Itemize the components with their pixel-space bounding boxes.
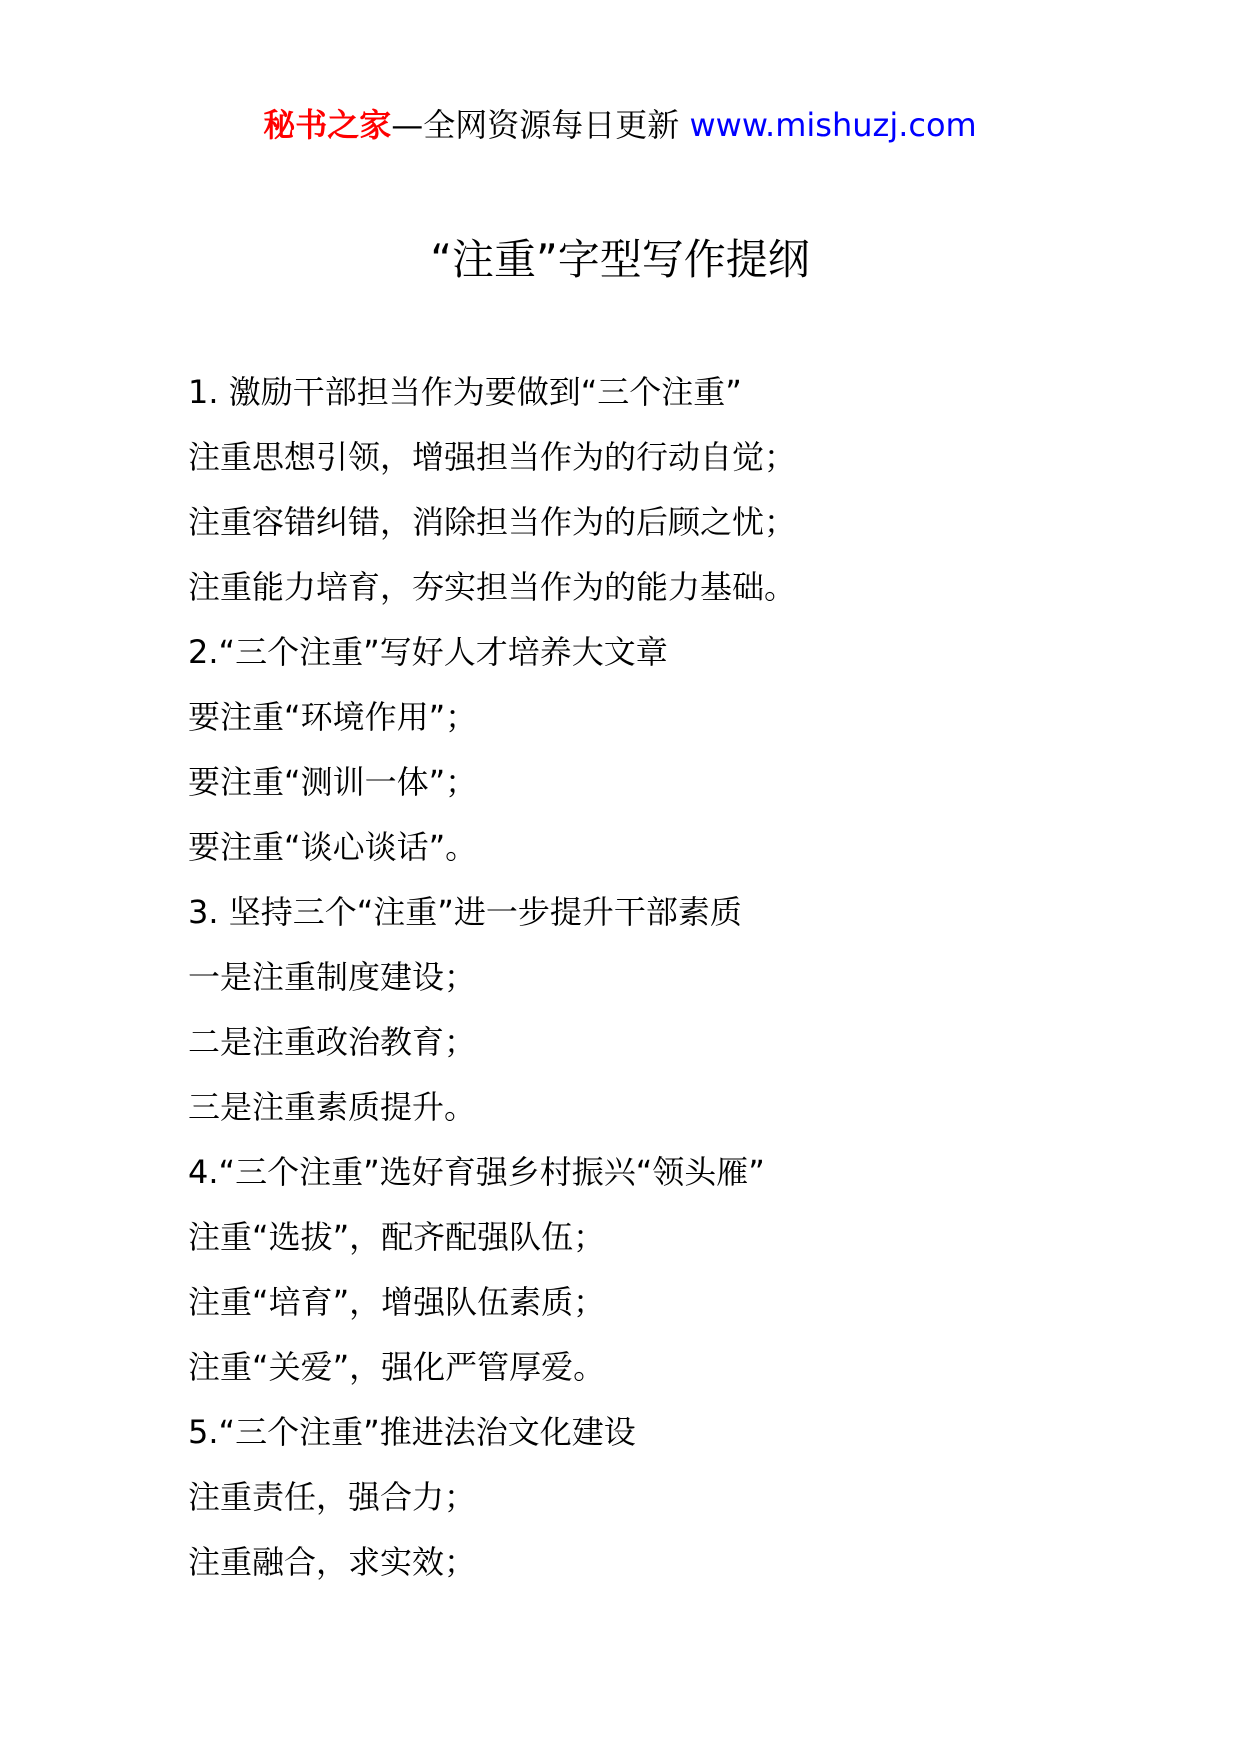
site-url-link[interactable]: www.mishuzj.com bbox=[689, 106, 977, 144]
body-line: 一是注重制度建设； bbox=[188, 958, 477, 996]
body-line: 注重责任，强合力； bbox=[188, 1478, 477, 1516]
body-line: 注重“培育”，增强队伍素质； bbox=[188, 1283, 606, 1321]
body-line: 要注重“测训一体”； bbox=[188, 763, 478, 801]
header-tagline: —全网资源每日更新 bbox=[391, 106, 680, 144]
body-line-heading: 4.“三个注重”选好育强乡村振兴“领头雁” bbox=[188, 1153, 765, 1191]
body-line: 注重“选拔”，配齐配强队伍； bbox=[188, 1218, 606, 1256]
body-line-heading: 3. 坚持三个“注重”进一步提升干部素质 bbox=[188, 893, 742, 931]
body-line: 注重“关爱”，强化严管厚爱。 bbox=[188, 1348, 606, 1386]
document-body bbox=[188, 360, 1188, 1595]
body-line: 二是注重政治教育； bbox=[188, 1023, 477, 1061]
body-line: 注重思想引领，增强担当作为的行动自觉； bbox=[188, 438, 797, 476]
body-line: 注重容错纠错，消除担当作为的后顾之忧； bbox=[188, 503, 797, 541]
body-line: 要注重“谈心谈话”。 bbox=[188, 828, 478, 866]
body-line: 三是注重素质提升。 bbox=[188, 1088, 477, 1126]
document-title: “注重”字型写作提纲 bbox=[430, 235, 810, 284]
body-line: 注重能力培育，夯实担当作为的能力基础。 bbox=[188, 568, 797, 606]
body-line-heading: 5.“三个注重”推进法治文化建设 bbox=[188, 1413, 636, 1451]
body-line-heading: 1. 激励干部担当作为要做到“三个注重” bbox=[188, 373, 742, 411]
brand-name: 秘书之家 bbox=[263, 106, 392, 144]
page-header bbox=[0, 100, 1240, 150]
body-line: 注重融合，求实效； bbox=[188, 1543, 477, 1581]
body-line-heading: 2.“三个注重”写好人才培养大文章 bbox=[188, 633, 668, 671]
body-line: 要注重“环境作用”； bbox=[188, 698, 478, 736]
